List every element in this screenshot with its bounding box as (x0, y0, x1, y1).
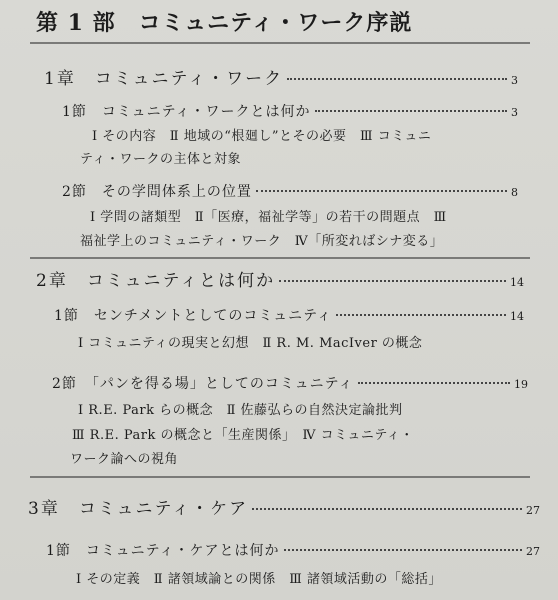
section-1-2-entry (62, 181, 518, 201)
leader-dots (358, 382, 510, 384)
chapter-1-page: 3 (511, 74, 518, 87)
section-2-2-subtopics-1: Ⅰ R.E. Park らの概念 Ⅱ 佐藤弘らの自然決定論批判 (78, 403, 403, 418)
section-3-1-entry (46, 540, 540, 560)
section-1-1-page: 3 (511, 106, 518, 119)
section-1-1-subtopics-2: ティ・ワークの主体と対象 (80, 152, 241, 167)
chapter-2-page: 14 (510, 276, 524, 289)
section-1-2-page: 8 (511, 186, 518, 199)
section-divider (30, 257, 530, 259)
leader-dots (252, 508, 522, 510)
section-3-1-page: 27 (526, 545, 540, 558)
part-divider (30, 42, 530, 44)
chapter-2-entry (36, 266, 524, 291)
section-divider (30, 476, 530, 478)
section-3-1-subtopics-1: Ⅰ その定義 Ⅱ 諸領域論との関係 Ⅲ 諸領域活動の「総括」 (76, 572, 442, 587)
section-2-1-subtopics-1: Ⅰ コミュニティの現実と幻想 Ⅱ R. M. MacIver の概念 (78, 336, 423, 351)
section-2-2-title: 2節 「パンを得る場」としてのコミュニティ (52, 376, 354, 392)
section-2-2-page: 19 (514, 378, 528, 391)
section-1-1-entry (62, 101, 518, 121)
section-2-2-subtopics-2: Ⅲ R.E. Park の概念と「生産関係」 Ⅳ コミュニティ・ (72, 428, 414, 443)
section-2-1-page: 14 (510, 310, 524, 323)
chapter-1-entry (44, 64, 518, 89)
leader-dots (256, 190, 507, 192)
section-1-2-subtopics-1: Ⅰ 学問の諸類型 Ⅱ「医療，福祉学等」の若干の問題点 Ⅲ (90, 210, 447, 225)
chapter-1-title: 1章 コミュニティ・ワーク (44, 69, 284, 89)
leader-dots (315, 110, 507, 112)
section-2-1-title: 1節 センチメントとしてのコミュニティ (54, 308, 332, 324)
leader-dots (284, 549, 522, 551)
part-title: 第 1 部 コミュニティ・ワーク序説 (36, 10, 413, 36)
section-1-2-subtopics-2: 福祉学上のコミュニティ・ワーク Ⅳ「所変ればシナ変る」 (80, 234, 444, 249)
section-3-1-title: 1節 コミュニティ・ケアとは何か (46, 543, 280, 559)
chapter-2-title: 2章 コミュニティとは何か (36, 271, 276, 291)
section-1-1-title: 1節 コミュニティ・ワークとは何か (62, 104, 311, 120)
section-1-1-subtopics-1: Ⅰ その内容 Ⅱ 地域の“根廻し”とその必要 Ⅲ コミュニ (92, 129, 432, 144)
chapter-3-page: 27 (526, 504, 540, 517)
leader-dots (279, 280, 506, 282)
chapter-3-entry (28, 494, 540, 519)
leader-dots (336, 314, 506, 316)
section-2-2-subtopics-3: ワーク論への視角 (70, 452, 179, 467)
section-2-2-entry (52, 373, 528, 393)
chapter-3-title: 3章 コミュニティ・ケア (28, 499, 249, 519)
section-1-2-title: 2節 その学問体系上の位置 (62, 184, 252, 200)
leader-dots (287, 78, 507, 80)
section-2-1-entry (54, 305, 524, 325)
